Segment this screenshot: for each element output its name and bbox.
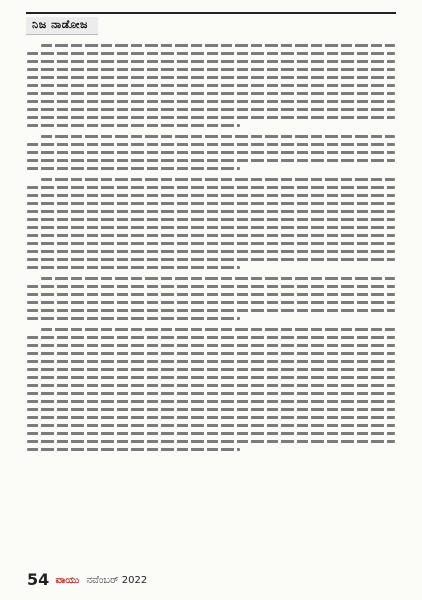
text-line	[27, 368, 395, 371]
text-line	[27, 408, 395, 411]
text-line	[27, 60, 395, 63]
text-line	[27, 68, 395, 71]
text-line	[41, 277, 395, 280]
text-line	[27, 309, 395, 312]
issue-date: ನವೆಂಬರ್ 2022	[86, 575, 148, 586]
text-line	[27, 234, 395, 237]
text-line	[27, 432, 395, 435]
text-line	[27, 285, 395, 288]
magazine-name: ವಾಯು	[55, 575, 80, 586]
text-line	[27, 448, 240, 451]
text-line	[27, 400, 395, 403]
text-line	[27, 293, 395, 296]
text-line	[27, 301, 395, 304]
article-paragraph	[27, 135, 395, 170]
text-line	[27, 84, 395, 87]
text-line	[41, 178, 395, 181]
article-paragraph	[27, 328, 395, 451]
text-line	[27, 202, 395, 205]
page-footer	[27, 571, 147, 589]
article-body	[27, 44, 395, 562]
text-line	[27, 167, 240, 170]
page-number: 54	[27, 570, 50, 589]
section-title: ನಿಜ ನಾಡೋಜ	[26, 17, 98, 35]
text-line	[27, 266, 240, 269]
text-line	[27, 108, 395, 111]
text-line	[41, 135, 395, 138]
text-line	[27, 159, 395, 162]
text-line	[41, 328, 395, 331]
text-line	[27, 124, 240, 127]
text-line	[27, 424, 395, 427]
text-line	[27, 210, 395, 213]
text-line	[27, 344, 395, 347]
text-line	[27, 143, 395, 146]
article-paragraph	[27, 178, 395, 269]
text-line	[27, 242, 395, 245]
text-line	[27, 151, 395, 154]
text-line	[27, 352, 395, 355]
text-line	[27, 218, 395, 221]
article-paragraph	[27, 44, 395, 127]
text-line	[27, 376, 395, 379]
text-line	[27, 440, 395, 443]
text-line	[41, 44, 395, 47]
text-line	[27, 116, 395, 119]
text-line	[27, 416, 395, 419]
text-line	[27, 360, 395, 363]
text-line	[27, 100, 395, 103]
text-line	[27, 384, 395, 387]
text-line	[27, 258, 395, 261]
article-paragraph	[27, 277, 395, 320]
text-line	[27, 186, 395, 189]
text-line	[27, 194, 395, 197]
text-line	[27, 250, 395, 253]
text-line	[27, 92, 395, 95]
text-line	[27, 226, 395, 229]
text-line	[27, 76, 395, 79]
top-rule	[26, 12, 396, 14]
text-line	[27, 52, 395, 55]
text-line	[27, 317, 240, 320]
text-line	[27, 392, 395, 395]
text-line	[27, 336, 395, 339]
